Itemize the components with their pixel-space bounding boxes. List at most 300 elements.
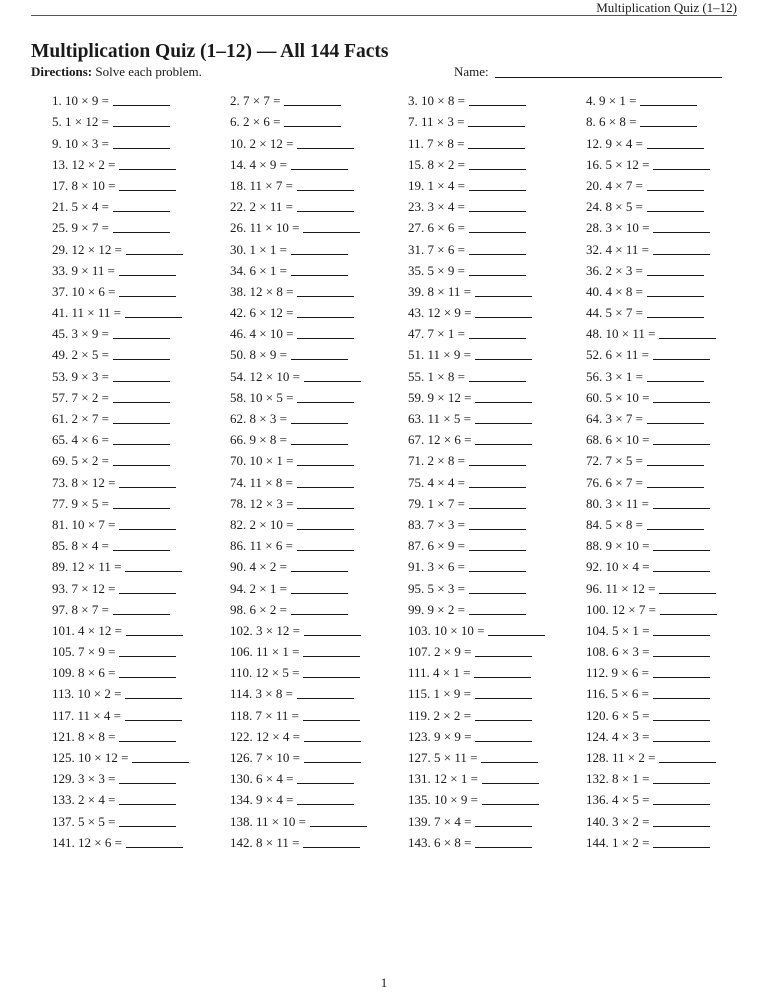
answer-blank[interactable] [119,804,176,805]
problem-item [408,237,586,258]
problem-text: 40. 4 × 8 = [586,283,643,299]
answer-blank[interactable] [647,423,704,424]
answer-blank[interactable] [291,275,348,276]
problem-text: 121. 8 × 8 = [52,728,116,744]
answer-blank[interactable] [469,105,526,106]
answer-blank[interactable] [304,741,361,742]
answer-blank[interactable] [469,593,526,594]
problem-item [408,619,586,640]
answer-blank[interactable] [468,126,525,127]
problem-text: 76. 6 × 7 = [586,474,643,490]
answer-blank[interactable] [291,571,348,572]
answer-blank[interactable] [647,317,704,318]
answer-blank[interactable] [291,614,348,615]
answer-blank[interactable] [653,783,710,784]
answer-blank[interactable] [297,338,354,339]
problem-item [586,831,764,852]
page-title: Multiplication Quiz (1–12) — All 144 Facts [31,41,389,62]
answer-blank[interactable] [304,635,361,636]
answer-blank[interactable] [119,487,176,488]
problem-item [52,153,230,174]
answer-blank[interactable] [659,762,716,763]
answer-blank[interactable] [469,381,526,382]
answer-blank[interactable] [660,614,717,615]
answer-blank[interactable] [304,762,361,763]
answer-blank[interactable] [640,105,697,106]
answer-blank[interactable] [659,593,716,594]
problem-item [586,364,764,385]
answer-blank[interactable] [284,126,341,127]
answer-blank[interactable] [297,465,354,466]
answer-blank[interactable] [647,148,704,149]
problem-text: 135. 10 × 9 = [408,792,478,808]
problem-item [586,110,764,131]
answer-blank[interactable] [126,847,183,848]
problem-text: 27. 6 × 6 = [408,220,465,236]
answer-blank[interactable] [653,359,710,360]
problem-text: 84. 5 × 8 = [586,516,643,532]
answer-blank[interactable] [125,720,182,721]
answer-blank[interactable] [469,338,526,339]
answer-blank[interactable] [303,656,360,657]
answer-blank[interactable] [291,359,348,360]
problem-text: 97. 8 × 7 = [52,601,109,617]
answer-blank[interactable] [291,593,348,594]
problem-text: 144. 1 × 2 = [586,834,650,850]
problem-text: 32. 4 × 11 = [586,241,649,257]
answer-blank[interactable] [647,487,704,488]
answer-blank[interactable] [303,720,360,721]
answer-blank[interactable] [297,550,354,551]
problem-item [52,788,230,809]
answer-blank[interactable] [647,211,704,212]
problem-item [586,216,764,237]
answer-blank[interactable] [653,656,710,657]
problem-item [52,555,230,576]
problem-text: 96. 11 × 12 = [586,580,656,596]
problem-item [230,407,408,428]
problem-item [586,809,764,830]
problem-item [52,322,230,343]
answer-blank[interactable] [482,804,539,805]
problem-text: 2. 7 × 7 = [230,93,281,109]
problem-text: 1. 10 × 9 = [52,93,109,109]
answer-blank[interactable] [647,190,704,191]
answer-blank[interactable] [125,698,182,699]
problem-text: 85. 8 × 4 = [52,538,109,554]
problem-item [586,195,764,216]
problem-text: 44. 5 × 7 = [586,305,643,321]
problem-text: 100. 12 × 7 = [586,601,656,617]
problem-text: 90. 4 × 2 = [230,559,287,575]
answer-blank[interactable] [481,762,538,763]
problem-text: 108. 6 × 3 = [586,644,650,660]
answer-blank[interactable] [475,296,532,297]
problem-item [230,513,408,534]
answer-blank[interactable] [647,465,704,466]
answer-blank[interactable] [647,296,704,297]
answer-blank[interactable] [469,254,526,255]
answer-blank[interactable] [469,169,526,170]
problem-text: 8. 6 × 8 = [586,114,637,130]
answer-blank[interactable] [647,275,704,276]
answer-blank[interactable] [303,677,360,678]
problem-text: 11. 7 × 8 = [408,135,465,151]
problem-item [230,301,408,322]
problem-text: 109. 8 × 6 = [52,665,116,681]
answer-blank[interactable] [113,211,170,212]
problem-item [408,725,586,746]
problem-item [52,110,230,131]
answer-blank[interactable] [469,487,526,488]
problem-item [52,682,230,703]
answer-blank[interactable] [297,783,354,784]
answer-blank[interactable] [119,826,176,827]
answer-blank[interactable] [469,190,526,191]
answer-blank[interactable] [640,126,697,127]
answer-blank[interactable] [653,847,710,848]
problem-item [230,364,408,385]
answer-blank[interactable] [297,487,354,488]
answer-blank[interactable] [113,232,170,233]
answer-blank[interactable] [119,677,176,678]
answer-blank[interactable] [653,169,710,170]
answer-blank[interactable] [653,402,710,403]
answer-blank[interactable] [297,698,354,699]
problem-item [586,301,764,322]
problem-text: 71. 2 × 8 = [408,453,465,469]
problem-item [230,746,408,767]
answer-blank[interactable] [304,381,361,382]
problem-item [52,343,230,364]
answer-blank[interactable] [113,126,170,127]
answer-blank[interactable] [113,359,170,360]
answer-blank[interactable] [113,105,170,106]
problem-item [408,386,586,407]
problem-item [52,746,230,767]
problem-text: 56. 3 × 1 = [586,368,643,384]
answer-blank[interactable] [132,762,189,763]
answer-blank[interactable] [653,232,710,233]
problem-text: 65. 4 × 6 = [52,432,109,448]
problem-text: 98. 6 × 2 = [230,601,287,617]
answer-blank[interactable] [475,847,532,848]
answer-blank[interactable] [653,720,710,721]
answer-blank[interactable] [469,571,526,572]
problem-item [52,216,230,237]
problem-item [230,449,408,470]
problem-text: 3. 10 × 8 = [408,93,465,109]
answer-blank[interactable] [653,826,710,827]
answer-blank[interactable] [475,656,532,657]
problem-item [586,576,764,597]
problem-text: 50. 8 × 9 = [230,347,287,363]
problem-text: 53. 9 × 3 = [52,368,109,384]
answer-blank[interactable] [653,254,710,255]
answer-blank[interactable] [297,190,354,191]
answer-blank[interactable] [653,677,710,678]
problem-text: 103. 10 × 10 = [408,622,485,638]
problem-item [52,280,230,301]
answer-blank[interactable] [297,211,354,212]
problem-text: 15. 8 × 2 = [408,156,465,172]
answer-blank[interactable] [303,232,360,233]
problem-item [586,259,764,280]
answer-blank[interactable] [297,529,354,530]
answer-blank[interactable] [653,444,710,445]
problem-text: 82. 2 × 10 = [230,516,294,532]
problem-text: 24. 8 × 5 = [586,199,643,215]
answer-blank[interactable] [310,826,367,827]
problem-item [52,131,230,152]
answer-blank[interactable] [291,169,348,170]
answer-blank[interactable] [119,783,176,784]
answer-blank[interactable] [475,359,532,360]
answer-blank[interactable] [469,550,526,551]
problem-text: 62. 8 × 3 = [230,411,287,426]
name-label: Name: [454,64,489,79]
problem-item [230,534,408,555]
problem-text: 75. 4 × 4 = [408,474,465,490]
problem-text: 106. 11 × 1 = [230,644,300,660]
problem-item [230,661,408,682]
answer-blank[interactable] [469,465,526,466]
answer-blank[interactable] [482,783,539,784]
problem-item [586,131,764,152]
answer-blank[interactable] [119,275,176,276]
answer-blank[interactable] [653,635,710,636]
answer-blank[interactable] [653,804,710,805]
problem-item [408,259,586,280]
problem-text: 25. 9 × 7 = [52,220,109,236]
problem-item [52,428,230,449]
answer-blank[interactable] [653,571,710,572]
answer-blank[interactable] [119,529,176,530]
problem-item [586,470,764,491]
answer-blank[interactable] [113,381,170,382]
problem-text: 48. 10 × 11 = [586,326,656,342]
problem-item [52,703,230,724]
problem-text: 14. 4 × 9 = [230,156,287,172]
problem-item [230,216,408,237]
answer-blank[interactable] [474,677,531,678]
problem-item [408,301,586,322]
problem-text: 58. 10 × 5 = [230,389,294,405]
problem-text: 31. 7 × 6 = [408,241,465,257]
answer-blank[interactable] [297,296,354,297]
answer-blank[interactable] [113,614,170,615]
problem-text: 80. 3 × 11 = [586,495,649,511]
answer-blank[interactable] [475,402,532,403]
answer-blank[interactable] [653,741,710,742]
problem-item [408,513,586,534]
answer-blank[interactable] [119,741,176,742]
answer-blank[interactable] [653,550,710,551]
problem-item [52,195,230,216]
answer-blank[interactable] [119,656,176,657]
problem-text: 141. 12 × 6 = [52,834,122,850]
problem-text: 23. 3 × 4 = [408,199,465,215]
problem-text: 36. 2 × 3 = [586,262,643,278]
problem-text: 74. 11 × 8 = [230,474,293,490]
answer-blank[interactable] [659,338,716,339]
answer-blank[interactable] [291,254,348,255]
problem-item [52,407,230,428]
answer-blank[interactable] [469,508,526,509]
answer-blank[interactable] [126,635,183,636]
answer-blank[interactable] [488,635,545,636]
answer-blank[interactable] [291,444,348,445]
problem-item [230,725,408,746]
problem-text: 39. 8 × 11 = [408,283,471,299]
problem-text: 129. 3 × 3 = [52,771,116,787]
problem-item [52,598,230,619]
problem-item [52,259,230,280]
answer-blank[interactable] [469,232,526,233]
answer-blank[interactable] [475,444,532,445]
problem-item [408,195,586,216]
directions-text: Solve each problem. [92,64,202,79]
problem-item [230,237,408,258]
problem-item [52,449,230,470]
answer-blank[interactable] [475,720,532,721]
problem-text: 21. 5 × 4 = [52,199,109,215]
problem-text: 47. 7 × 1 = [408,326,465,342]
page-number: 1 [380,975,388,990]
problem-item [586,322,764,343]
answer-blank[interactable] [297,508,354,509]
answer-blank[interactable] [475,317,532,318]
problem-text: 7. 11 × 3 = [408,114,465,130]
problem-item [586,598,764,619]
problem-item [586,428,764,449]
answer-blank[interactable] [297,148,354,149]
problem-text: 134. 9 × 4 = [230,792,294,808]
answer-blank[interactable] [125,571,182,572]
answer-blank[interactable] [113,338,170,339]
problem-item [408,110,586,131]
answer-blank[interactable] [475,423,532,424]
problem-text: 88. 9 × 10 = [586,538,650,554]
problem-text: 19. 1 × 4 = [408,177,465,193]
problem-item [230,322,408,343]
answer-blank[interactable] [469,211,526,212]
problem-item [586,746,764,767]
problem-text: 61. 2 × 7 = [52,411,109,426]
answer-blank[interactable] [113,402,170,403]
problem-text: 38. 12 × 8 = [230,283,294,299]
problem-item [230,131,408,152]
name-field[interactable] [454,64,722,80]
problem-item [408,343,586,364]
problem-item [230,788,408,809]
answer-blank[interactable] [469,275,526,276]
answer-blank[interactable] [113,550,170,551]
problem-item [230,280,408,301]
problem-text: 73. 8 × 12 = [52,474,116,490]
answer-blank[interactable] [475,826,532,827]
problem-text: 37. 10 × 6 = [52,283,116,299]
answer-blank[interactable] [119,190,176,191]
problem-item [408,492,586,513]
answer-blank[interactable] [653,698,710,699]
answer-blank[interactable] [113,508,170,509]
problem-item [230,767,408,788]
problem-item [230,470,408,491]
problem-item [230,428,408,449]
answer-blank[interactable] [297,402,354,403]
answer-blank[interactable] [119,593,176,594]
answer-blank[interactable] [297,804,354,805]
problem-text: 139. 7 × 4 = [408,813,472,829]
problem-item [408,407,586,428]
problem-text: 42. 6 × 12 = [230,305,294,321]
problem-item [586,682,764,703]
problem-text: 57. 7 × 2 = [52,389,109,405]
answer-blank[interactable] [475,698,532,699]
answer-blank[interactable] [119,169,176,170]
answer-blank[interactable] [297,317,354,318]
answer-blank[interactable] [113,444,170,445]
answer-blank[interactable] [113,423,170,424]
problem-item [52,89,230,110]
problem-text: 22. 2 × 11 = [230,199,293,215]
problem-text: 34. 6 × 1 = [230,262,287,278]
problem-text: 115. 1 × 9 = [408,686,471,702]
answer-blank[interactable] [113,465,170,466]
problem-item [408,767,586,788]
problem-text: 9. 10 × 3 = [52,135,109,151]
problem-text: 6. 2 × 6 = [230,114,281,130]
problem-text: 137. 5 × 5 = [52,813,116,829]
answer-blank[interactable] [113,148,170,149]
problem-text: 4. 9 × 1 = [586,93,637,109]
answer-blank[interactable] [647,381,704,382]
problem-item [586,555,764,576]
problem-text: 112. 9 × 6 = [586,665,649,681]
problem-item [586,513,764,534]
problem-text: 81. 10 × 7 = [52,516,116,532]
problem-item [408,364,586,385]
problem-item [52,576,230,597]
name-input-line[interactable] [495,77,722,78]
answer-blank[interactable] [291,423,348,424]
answer-blank[interactable] [126,254,183,255]
problem-text: 128. 11 × 2 = [586,750,656,765]
answer-blank[interactable] [475,741,532,742]
answer-blank[interactable] [469,614,526,615]
problem-text: 138. 11 × 10 = [230,813,306,829]
problem-text: 83. 7 × 3 = [408,516,465,532]
answer-blank[interactable] [653,508,710,509]
problem-text: 66. 9 × 8 = [230,432,287,448]
problem-text: 111. 4 × 1 = [408,665,471,681]
answer-blank[interactable] [647,529,704,530]
answer-blank[interactable] [284,105,341,106]
answer-blank[interactable] [125,317,182,318]
problem-text: 92. 10 × 4 = [586,559,650,575]
answer-blank[interactable] [469,529,526,530]
problem-item [52,513,230,534]
problem-text: 140. 3 × 2 = [586,813,650,829]
problem-text: 17. 8 × 10 = [52,177,116,193]
problem-item [586,280,764,301]
answer-blank[interactable] [468,148,525,149]
problem-item [408,788,586,809]
problem-text: 94. 2 × 1 = [230,580,287,596]
answer-blank[interactable] [119,296,176,297]
answer-blank[interactable] [303,847,360,848]
